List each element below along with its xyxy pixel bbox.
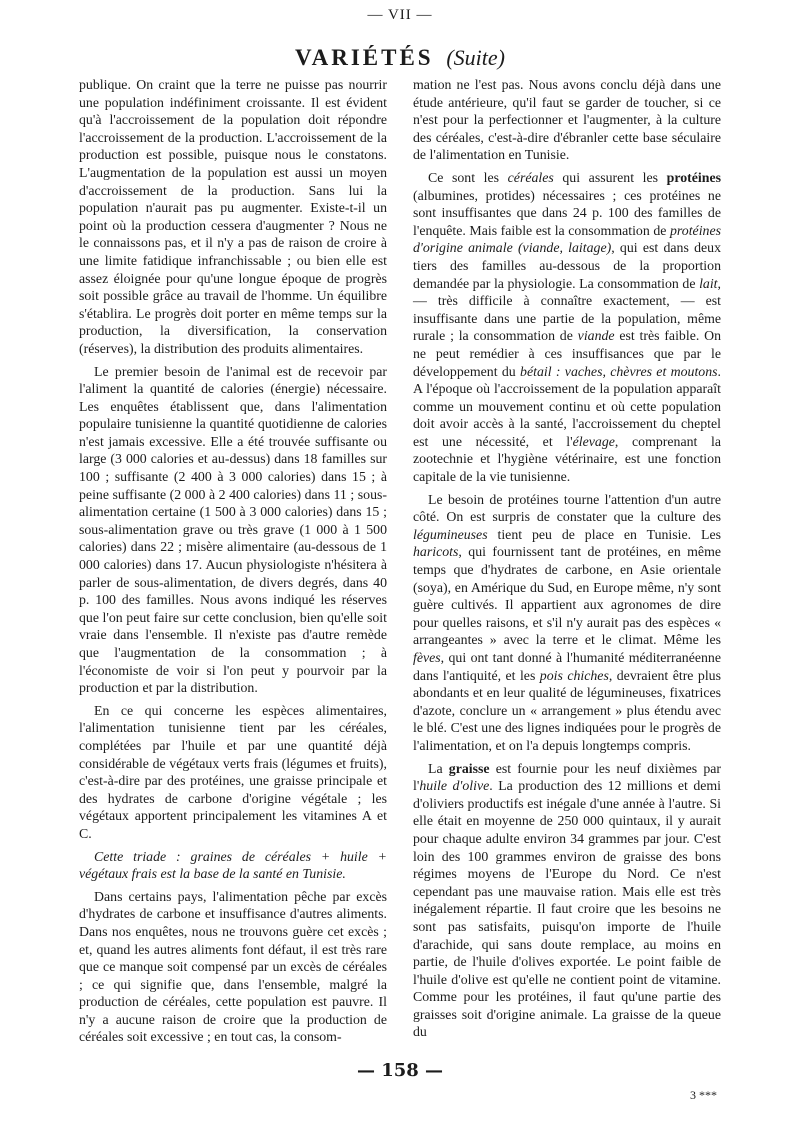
text-run: , qui fournissent tant de protéines, en même temps que d'hydrates de carbone, en Asie orientale (soya), en Amérique du Sud, en Europe même, n'y sont guère cultivés. Il appartient aux agronomes de dire pour quelles raisons, et s'il n'y aurait pas des espèces « arrangeantes » avec la terre et le climat. Même les: [413, 544, 721, 648]
paragraph-proteines: [413, 169, 721, 486]
printer-signature: 3 ***: [690, 1088, 717, 1102]
paragraph: Le premier besoin de l'animal est de recevoir par l'aliment la quantité de calories (énergie) nécessaire. Les enquêtes établissent que, dans l'alimentation populaire tunisienne la quantité quotidienne de calories n'est jamais excessive. Elle a été trouvée suffisante ou large (3 000 calories et au-dessus) dans 18 familles sur 100 ; suffisante (2 400 à 3 000 calories) dans 15 ; à peine suffisante (2 000 à 2 400 calories) dans 11 ; sous-alimentation certaine (1 500 à 3 000 calories) dans 15 ; sous-alimentation grave ou très grave (1 000 à 1 500 calories) dans 22 ; misère alimentaire (au-dessous de 1 000 calories) dans 17. Aucun physiologiste n'hésitera à parler de sous-alimentation, de divers degrés, dans 40 p. 100 des familles. Nous avons indiqué les réserves que l'on peut faire sur cette conclusion, bien qu'elle soit vraie dans l'ensemble. Il n'existe pas d'autre remède que l'augmentation de la consommation ; à l'économiste de voir si l'on peut y pourvoir par la production et par la distribution.: [79, 363, 387, 696]
italic-motto: Cette triade : graines de céréales + huile + végétaux frais est la base de la santé en Tunisie.: [79, 848, 387, 882]
text-run: , devraient être plus abondants et en leur qualité de légumineuses, fixatrices d'azote, conclure un « arrangement » plus étendu avec le blé. C'est une des lignes indiquées pour le progrès de l'alimentation, et on l'a depuis longtemps compris.: [413, 667, 721, 753]
emphasis: viande: [577, 328, 615, 344]
section-title: [0, 45, 800, 71]
emphasis: élevage: [572, 433, 615, 449]
text-run: est fournie pour les neuf dixièmes par l': [413, 760, 722, 794]
text-run: . A l'époque où l'accroissement de la population apparaît comme un mouvement continu et où cette population doit avoir accès à la santé, l'accroissement du cheptel est une nécessité, et l': [413, 363, 721, 449]
page-number: — 158 —: [356, 1060, 444, 1081]
text-run: . La production des 12 millions et demi d'oliviers productifs est inégale d'une année à l'autre. Si elle était en moyenne de 250 000 quintaux, il y aurait pour chaque adulte environ 34 grammes par jour. C'est loin des 100 grammes environ de graisse des bons régimes moyens de l'Europe du Nord. Ce n'est cependant pas une mauvaise ration. Mais elle est très inégalement répartie. Il faut croire que les besoins ne sont pas satisfaits, puisqu'on importe de l'huile d'arachide, qui sans doute remplace, au moins en partie, de l'huile d'olives exportée. Le point faible de l'huile d'olive est qu'elle ne contient point de vitamine. Comme pour les protéines, il faut qu'une partie des graisses soit d'origine animale. La graisse de la queue du: [413, 778, 721, 1040]
left-column: [79, 76, 387, 1051]
emphasis: pois chiches: [539, 667, 609, 683]
right-column: [413, 76, 721, 1046]
paragraph: mation ne l'est pas. Nous avons conclu déjà dans une étude antérieure, qu'il faut se garder de toucher, si ce n'est pour la perfectionner et l'augmenter, à la culture des céréales, c'est-à-dire d'ébranler cette base séculaire de l'alimentation en Tunisie.: [413, 77, 721, 163]
text-run: qui assurent les: [553, 169, 667, 185]
title-text: VARIÉTÉS: [294, 45, 434, 70]
text-run: tient peu de place en Tunisie. Les: [487, 526, 721, 542]
emphasis: protéines d'origine animale (viande, laitage): [413, 222, 721, 256]
bold-term: protéines: [666, 169, 721, 185]
text-run: Ce sont les: [428, 169, 508, 185]
text-run: , qui est dans deux tiers des familles au-dessous de la proportion demandée par la physiologie. La consommation de: [413, 240, 721, 291]
emphasis: céréales: [507, 169, 554, 185]
bold-term: graisse: [448, 760, 490, 776]
text-run: (albumines, protides) nécessaires ; ces protéines ne sont insuffisantes que dans 24 p. 100 des familles de l'enquête. Mais faible est la consommation de: [413, 187, 721, 238]
page-roman-numeral: — VII —: [367, 7, 433, 23]
text-run: Le besoin de protéines tourne l'attention d'un autre côté. On est surpris de constater que la culture des: [413, 491, 721, 525]
text-run: , — très difficile à connaître exactement, — est insuffisante dans une partie de la population, même rurale ; la consommation de: [413, 275, 721, 344]
paragraph: Dans certains pays, l'alimentation pêche par excès d'hydrates de carbone et insuffisance d'autres aliments. Dans nos enquêtes, nous ne trouvons guère cet excès ; et, quand les autres aliments font défaut, il est très rare que ce manque soit compensé par un excès de céréales ; ce qui signifie que, dans l'ensemble, malgré la production de céréales, cette population est pauvre. Il n'y a aucune raison de croire que la production de céréales soit excessive ; en tout cas, la consom-: [79, 888, 387, 1045]
title-suite: (Suite): [446, 45, 506, 70]
paragraph: En ce qui concerne les espèces alimentaires, l'alimentation tunisienne tient par les céréales, complétées par l'huile et par une quantité déjà considérable de végétaux verts frais (légumes et fruits), c'est-à-dire par des protéines, une graisse principale et des hydrates de carbone d'origine végétale ; les végétaux apportent principalement les vitamines A et C.: [79, 702, 387, 841]
text-run: , comprenant la zootechnie et l'hygiène vétérinaire, est une fonction capitale de la vie tunisienne.: [413, 433, 721, 485]
emphasis: bétail : vaches, chèvres et moutons: [520, 363, 718, 379]
emphasis: lait: [699, 275, 718, 291]
emphasis: fèves: [413, 650, 441, 665]
paragraph: publique. On craint que la terre ne puisse pas nourrir une population indéfiniment croissante. Il est évident qu'à l'accroissement de la population doit répondre l'accroissement de la production. L'accroissement de la production est possible, puisque nous le constatons. L'augmentation de la population est aussi un moyen d'accroissement de la production. Sans lui la population n'aurait pas pu augmenter. Existe-t-il un point où la production cessera d'augmenter ? Nous ne le connaissons pas, et il n'y a pas de raison de croire à une limite fatidique infranchissable ; ou bien elle est assez éloignée pour qu'une longue époque de progrès soit possible grâce au travail de l'homme. Un équilibre s'établira. Le progrès doit porter en même temps sur la production, la diversification, la conservation (réserves), la distribution des produits alimentaires.: [79, 77, 387, 356]
emphasis: huile d'olive: [419, 778, 490, 794]
text-run: La: [428, 760, 449, 776]
paragraph-graisse: [413, 760, 721, 1042]
emphasis: légumineuses: [413, 526, 488, 542]
text-run: est très faible. On ne peut remédier à ces insuffisances que par le développement du: [413, 328, 722, 379]
emphasis: haricots: [413, 544, 459, 560]
paragraph-legumineuses: [413, 491, 721, 755]
text-run: , qui ont tant donné à l'humanité méditerranéenne dans l'antiquité, et les: [413, 650, 721, 683]
